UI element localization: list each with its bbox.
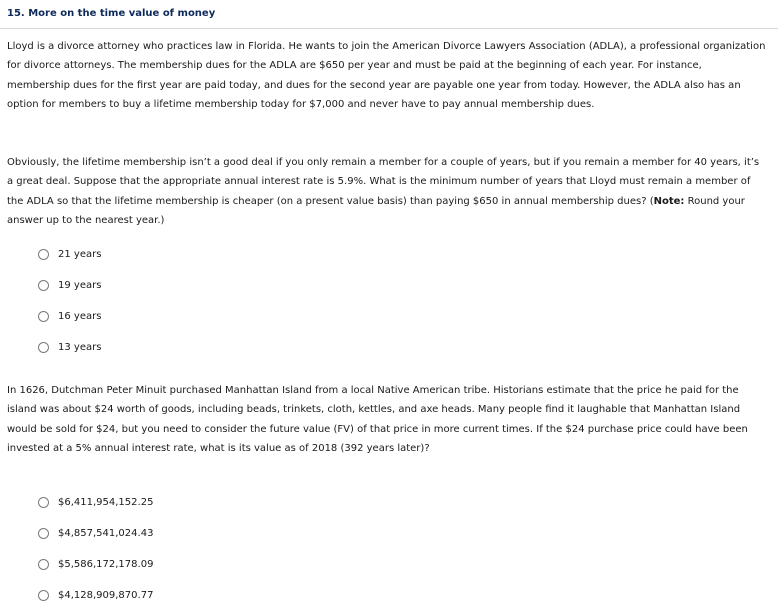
question-title: 15. More on the time value of money — [7, 8, 216, 19]
question1-intro-paragraph: Lloyd is a divorce attorney who practices law in Florida. He wants to join the American Divorce Lawyers Association (ADLA), a professional organization for divorce attorneys. The membership dues for the ADLA are $650 per year and must be paid at the beginning of each year. For instance, membership dues for the first year are paid today, and dues for the second year are payable one year from today. However, the ADLA also has an option for members to buy a lifetime membership today for $7,000 and never have to pay annual membership dues. — [7, 41, 766, 111]
radio-button[interactable] — [38, 497, 49, 508]
note-label: Note: — [653, 195, 685, 207]
question2-paragraph: In 1626, Dutchman Peter Minuit purchased Manhattan Island from a local Native American tribe. Historians estimate that the price he paid for the island was about $24 worth of goods, including beads, trinkets, cloth, kettles, and axe heads. Many people find it laughable that Manhattan Island would be sold for $24, but you need to consider the future value (FV) of that price in more current times. If the $24 purchase price could have been invested at a 5% annual interest rate, what is its value as of 2018 (392 years later)? — [7, 385, 748, 455]
radio-button[interactable] — [38, 280, 49, 291]
question2-options — [38, 495, 153, 602]
title-divider — [0, 28, 778, 29]
question1-option-1[interactable] — [38, 247, 101, 261]
option-label: $4,128,909,870.77 — [58, 589, 154, 601]
option-label: $6,411,954,152.25 — [58, 496, 154, 508]
option-label: $5,586,172,178.09 — [58, 558, 154, 570]
option-label: 13 years — [58, 341, 102, 353]
question2-option-2[interactable] — [38, 526, 153, 540]
radio-button[interactable] — [38, 528, 49, 539]
question1-option-3[interactable] — [38, 309, 101, 323]
radio-button[interactable] — [38, 311, 49, 322]
radio-button[interactable] — [38, 342, 49, 353]
question1-prompt-note: Round your answer up to the nearest year.) — [7, 195, 745, 227]
question1-prompt-text: Obviously, the lifetime membership isn’t a good deal if you only remain a member for a couple of years, but if you remain a member for 40 years, it’s a great deal. Suppose that the appropriate annual interest rate is 5.9%. What is the minimum number of years that Lloyd must remain a member of the ADLA so that the lifetime membership is cheaper (on a present value basis) than paying $650 in annual membership dues? ( — [7, 157, 760, 207]
option-label: 16 years — [58, 310, 102, 322]
question2-option-3[interactable] — [38, 557, 153, 571]
radio-button[interactable] — [38, 559, 49, 570]
question1-option-2[interactable] — [38, 278, 101, 292]
radio-button[interactable] — [38, 249, 49, 260]
question2-option-1[interactable] — [38, 495, 153, 509]
question1-options — [38, 247, 101, 354]
question2-option-4[interactable] — [38, 588, 153, 602]
radio-button[interactable] — [38, 590, 49, 601]
option-label: 19 years — [58, 279, 102, 291]
option-label: $4,857,541,024.43 — [58, 527, 154, 539]
question1-option-4[interactable] — [38, 340, 101, 354]
option-label: 21 years — [58, 248, 102, 260]
question1-prompt-paragraph — [7, 153, 767, 231]
